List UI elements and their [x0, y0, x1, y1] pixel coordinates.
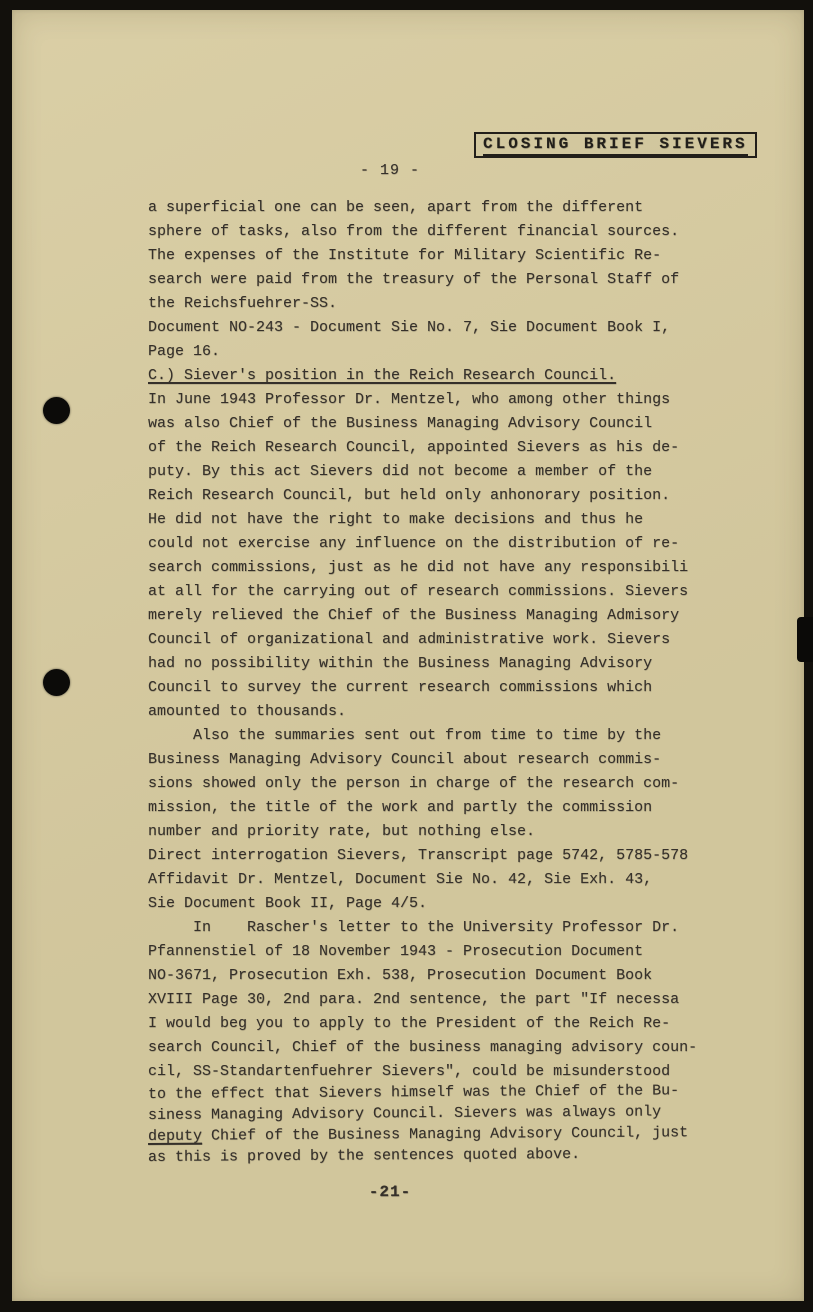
text-line [148, 676, 796, 700]
text-line [148, 988, 796, 1012]
text-line [148, 460, 796, 484]
text-line [148, 604, 796, 628]
text-line [148, 1036, 796, 1060]
text-line [148, 868, 796, 892]
text-line [148, 508, 796, 532]
text-line [148, 532, 796, 556]
text-segment: Affidavit Dr. Mentzel, Document Sie No. 42, Sie Exh. 43, [148, 871, 653, 888]
text-line [148, 364, 796, 388]
text-line [148, 724, 796, 748]
text-segment: The expenses of the Institute for Military Scientific Re- [148, 247, 662, 264]
text-segment: mission, the title of the work and partly the commission [148, 799, 653, 816]
text-segment: Council to survey the current research commissions which [148, 679, 653, 696]
text-line [148, 340, 796, 364]
text-line [148, 412, 796, 436]
text-segment: NO-3671, Prosecution Exh. 538, Prosecution Document Book [148, 967, 653, 984]
text-line [148, 220, 796, 244]
text-segment: Reich Research Council, but held only anhonorary position. [148, 487, 671, 504]
text-segment: Sie Document Book II, Page 4/5. [148, 895, 428, 912]
text-segment: the Reichsfuehrer-SS. [148, 295, 338, 312]
text-line [148, 940, 796, 964]
text-segment: was also Chief of the Business Managing Advisory Council [148, 415, 653, 432]
stamp-text: CLOSING BRIEF SIEVERS [483, 135, 748, 156]
text-line [148, 820, 796, 844]
text-segment: amounted to thousands. [148, 703, 347, 720]
text-segment: sphere of tasks, also from the different financial sources. [148, 223, 680, 240]
text-line [148, 796, 796, 820]
text-segment: merely relieved the Chief of the Business Managing Admisory [148, 607, 680, 624]
text-line [148, 1142, 796, 1168]
text-segment: as this is proved by the sentences quoted above. [147, 1145, 581, 1166]
text-line [148, 700, 796, 724]
document-body [148, 196, 796, 1168]
hole-punch-bottom [43, 669, 70, 696]
text-line [148, 268, 796, 292]
text-segment: search Council, Chief of the business managing advisory coun- [148, 1039, 698, 1056]
text-segment: Also the summaries sent out from time to time by the [148, 727, 662, 744]
text-segment: Direct interrogation Sievers, Transcript page 5742, 5785-578 [148, 847, 689, 864]
text-line [148, 292, 796, 316]
text-segment: number and priority rate, but nothing else. [148, 823, 536, 840]
text-segment: cil, SS-Standartenfuehrer Sievers", could be misunderstood [148, 1063, 671, 1080]
text-line [148, 388, 796, 412]
text-segment: search commissions, just as he did not have any responsibili [148, 559, 689, 576]
text-segment: puty. By this act Sievers did not become a member of the [148, 463, 653, 480]
underlined-text: deputy [147, 1127, 203, 1145]
text-segment: Document NO-243 - Document Sie No. 7, Sie Document Book I, [148, 319, 671, 336]
text-segment: sions showed only the person in charge of the research com- [148, 775, 680, 792]
text-line [148, 316, 796, 340]
text-line [148, 916, 796, 940]
text-line [148, 964, 796, 988]
document-page [12, 10, 804, 1301]
underlined-text: C.) Siever's position in the Reich Research Council. [148, 367, 617, 384]
text-line [148, 628, 796, 652]
page-number-bottom: -21- [368, 1183, 412, 1201]
text-segment: He did not have the right to make decisions and thus he [148, 511, 644, 528]
text-segment: siness Managing Advisory Council. Sievers was always only [147, 1103, 662, 1124]
text-segment: Page 16. [148, 343, 221, 360]
page-number-top: - 19 - [359, 162, 420, 179]
text-line [148, 244, 796, 268]
text-line [148, 556, 796, 580]
text-segment: I would beg you to apply to the President of the Reich Re- [148, 1015, 671, 1032]
text-line [148, 580, 796, 604]
text-line [148, 772, 796, 796]
text-segment: In June 1943 Professor Dr. Mentzel, who among other things [148, 391, 671, 408]
text-line [148, 196, 796, 220]
text-segment: had no possibility within the Business Managing Advisory [148, 655, 653, 672]
text-segment: of the Reich Research Council, appointed Sievers as his de- [148, 439, 680, 456]
text-line [148, 1012, 796, 1036]
text-segment: could not exercise any influence on the distribution of re- [148, 535, 680, 552]
text-segment: Council of organizational and administrative work. Sievers [148, 631, 671, 648]
right-edge-tab [797, 617, 813, 662]
text-segment: Business Managing Advisory Council about research commis- [148, 751, 662, 768]
closing-brief-stamp [474, 132, 757, 158]
text-segment: XVIII Page 30, 2nd para. 2nd sentence, the part "If necessa [148, 991, 680, 1008]
text-line [148, 892, 796, 916]
text-line [148, 652, 796, 676]
text-line [148, 484, 796, 508]
text-segment: search were paid from the treasury of the Personal Staff of [148, 271, 680, 288]
text-segment: Chief of the Business Managing Advisory Council, just [201, 1124, 689, 1145]
text-segment: In Rascher's letter to the University Professor Dr. [148, 919, 680, 936]
text-line [148, 844, 796, 868]
text-segment: Pfannenstiel of 18 November 1943 - Prosecution Document [148, 943, 644, 960]
text-line [148, 748, 796, 772]
text-segment: to the effect that Sievers himself was the Chief of the Bu- [147, 1082, 680, 1103]
text-line [148, 436, 796, 460]
hole-punch-top [43, 397, 70, 424]
text-segment: a superficial one can be seen, apart from the different [148, 199, 644, 216]
text-segment: at all for the carrying out of research commissions. Sievers [148, 583, 689, 600]
